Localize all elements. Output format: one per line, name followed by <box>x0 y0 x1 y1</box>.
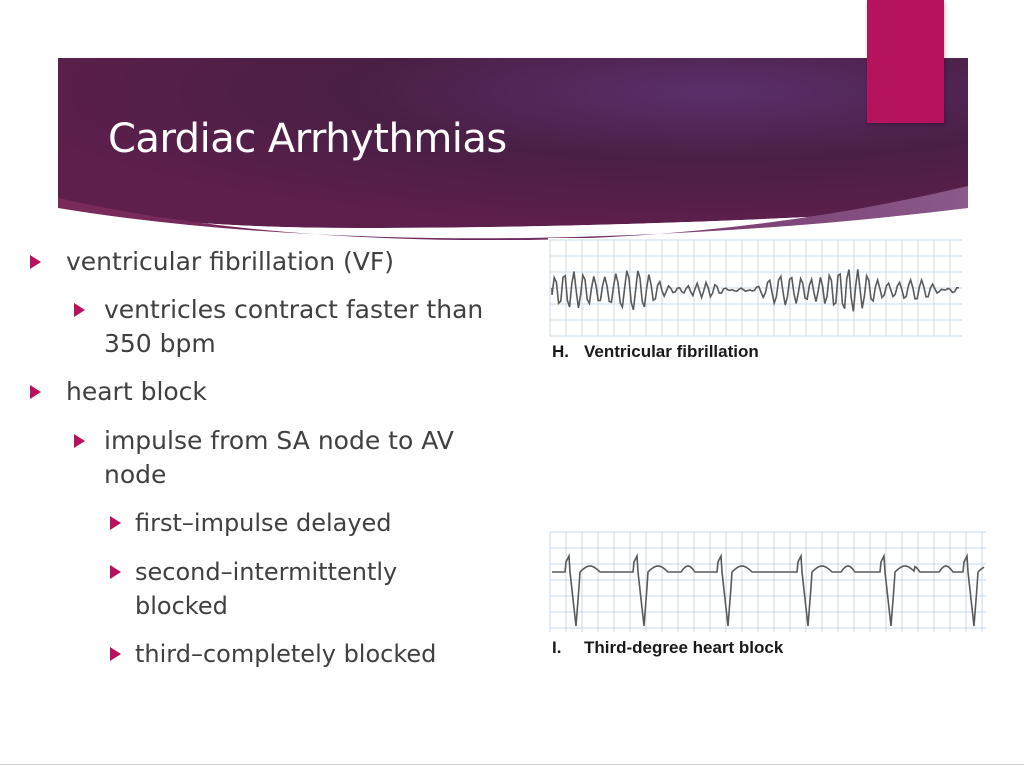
bullet-level1 <box>30 375 510 409</box>
ecg-figure-heart-block <box>548 530 988 658</box>
bullet-text: ventricles contract faster than 350 bpm <box>104 295 484 358</box>
bullet-level2 <box>74 293 524 361</box>
bullet-arrow-icon <box>30 255 41 269</box>
figure-caption: Ventricular fibrillation <box>584 342 759 361</box>
accent-tab <box>867 0 944 123</box>
bullet-arrow-icon <box>74 434 85 448</box>
ecg-figure-vf <box>548 238 964 364</box>
figure-letter: H. <box>552 342 569 361</box>
slide-title: Cardiac Arrhythmias <box>108 116 507 162</box>
bullet-arrow-icon <box>74 303 85 317</box>
ecg-caption <box>552 638 783 658</box>
ecg-ventricular-fibrillation-icon <box>548 238 964 338</box>
bullet-text: impulse from SA node to AV node <box>104 426 454 489</box>
footer-divider <box>0 764 1024 765</box>
ecg-third-degree-heart-block-icon <box>548 530 988 634</box>
ecg-caption <box>552 342 759 362</box>
bullet-arrow-icon <box>110 565 121 579</box>
bullet-level3 <box>110 555 470 623</box>
figure-caption: Third-degree heart block <box>584 638 784 657</box>
bullet-arrow-icon <box>110 647 121 661</box>
bullet-level3 <box>110 637 510 671</box>
bullet-text: second–intermittently blocked <box>135 558 398 620</box>
bullet-text: first–impulse delayed <box>135 509 392 537</box>
bullet-level1 <box>30 245 510 279</box>
bullet-level2 <box>74 424 514 492</box>
bullet-arrow-icon <box>30 385 41 399</box>
figure-letter: I. <box>552 638 562 657</box>
bullet-text: third–completely blocked <box>135 640 437 668</box>
bullet-level3 <box>110 506 510 540</box>
bullet-text: heart block <box>66 377 207 406</box>
bullet-text: ventricular fibrillation (VF) <box>66 247 395 276</box>
bullet-arrow-icon <box>110 516 121 530</box>
